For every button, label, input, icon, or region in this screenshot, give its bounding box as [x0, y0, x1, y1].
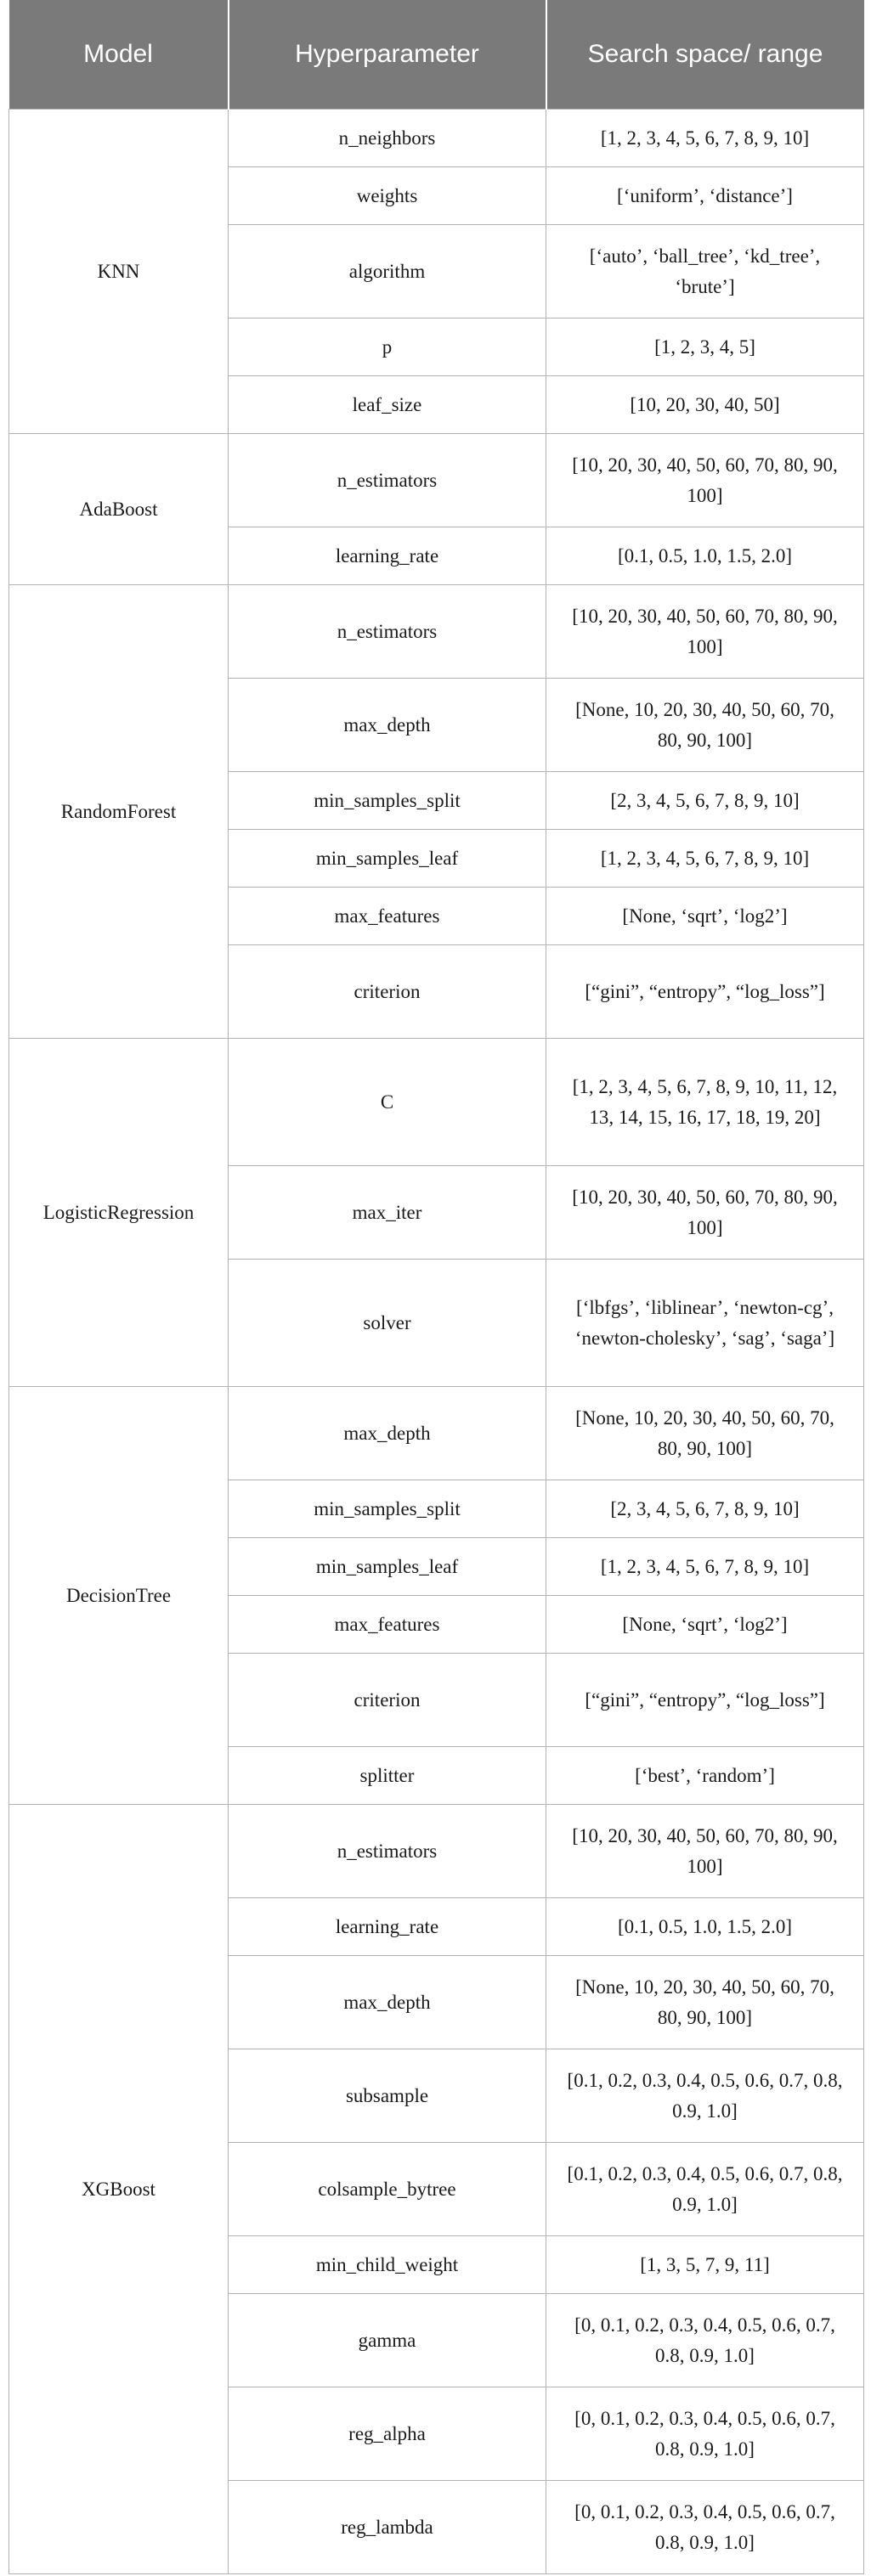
model-cell-logisticregression: LogisticRegression [9, 1039, 229, 1387]
header-hyperparameter: Hyperparameter [229, 0, 546, 110]
range-cell: [10, 20, 30, 40, 50] [546, 376, 864, 434]
param-cell: p [229, 318, 546, 376]
range-cell: [0.1, 0.2, 0.3, 0.4, 0.5, 0.6, 0.7, 0.8, 0.9, 1.0] [546, 2143, 864, 2236]
param-cell: max_features [229, 1596, 546, 1654]
range-cell: [None, ‘sqrt’, ‘log2’] [546, 888, 864, 945]
range-cell: [0, 0.1, 0.2, 0.3, 0.4, 0.5, 0.6, 0.7, 0.8, 0.9, 1.0] [546, 2387, 864, 2481]
param-cell: criterion [229, 945, 546, 1039]
range-cell: [0.1, 0.2, 0.3, 0.4, 0.5, 0.6, 0.7, 0.8, 0.9, 1.0] [546, 2049, 864, 2143]
range-cell: [0.1, 0.5, 1.0, 1.5, 2.0] [546, 527, 864, 585]
param-cell: min_samples_leaf [229, 1538, 546, 1596]
table-row [9, 1805, 864, 1898]
param-cell: n_neighbors [229, 110, 546, 167]
param-cell: min_child_weight [229, 2236, 546, 2294]
model-cell-randomforest: RandomForest [9, 585, 229, 1039]
param-cell: min_samples_split [229, 1480, 546, 1538]
range-cell: [10, 20, 30, 40, 50, 60, 70, 80, 90, 100] [546, 434, 864, 527]
hyperparameter-table [8, 0, 864, 2574]
range-cell: [“gini”, “entropy”, “log_loss”] [546, 945, 864, 1039]
param-cell: criterion [229, 1654, 546, 1747]
model-cell-decisiontree: DecisionTree [9, 1387, 229, 1805]
param-cell: weights [229, 167, 546, 225]
table-row [9, 434, 864, 527]
param-cell: algorithm [229, 225, 546, 318]
range-cell: [1, 3, 5, 7, 9, 11] [546, 2236, 864, 2294]
range-cell: [0.1, 0.5, 1.0, 1.5, 2.0] [546, 1898, 864, 1956]
param-cell: reg_lambda [229, 2481, 546, 2574]
range-cell: [‘auto’, ‘ball_tree’, ‘kd_tree’, ‘brute’] [546, 225, 864, 318]
param-cell: max_depth [229, 679, 546, 772]
range-cell: [None, 10, 20, 30, 40, 50, 60, 70, 80, 90, 100] [546, 679, 864, 772]
range-cell: [0, 0.1, 0.2, 0.3, 0.4, 0.5, 0.6, 0.7, 0.8, 0.9, 1.0] [546, 2481, 864, 2574]
param-cell: splitter [229, 1747, 546, 1805]
header-model: Model [9, 0, 229, 110]
table-header [9, 0, 864, 110]
param-cell: max_iter [229, 1166, 546, 1260]
param-cell: max_depth [229, 1956, 546, 2049]
param-cell: min_samples_leaf [229, 830, 546, 888]
param-cell: gamma [229, 2294, 546, 2387]
model-cell-adaboost: AdaBoost [9, 434, 229, 585]
table-row [9, 1039, 864, 1166]
param-cell: reg_alpha [229, 2387, 546, 2481]
range-cell: [10, 20, 30, 40, 50, 60, 70, 80, 90, 100] [546, 1166, 864, 1260]
range-cell: [‘uniform’, ‘distance’] [546, 167, 864, 225]
model-cell-xgboost: XGBoost [9, 1805, 229, 2574]
model-cell-knn: KNN [9, 110, 229, 434]
param-cell: learning_rate [229, 527, 546, 585]
table-row [9, 110, 864, 167]
table-row [9, 585, 864, 679]
param-cell: n_estimators [229, 585, 546, 679]
range-cell: [None, 10, 20, 30, 40, 50, 60, 70, 80, 90, 100] [546, 1956, 864, 2049]
table-row [9, 1387, 864, 1480]
param-cell: learning_rate [229, 1898, 546, 1956]
range-cell: [‘best’, ‘random’] [546, 1747, 864, 1805]
param-cell: min_samples_split [229, 772, 546, 830]
range-cell: [1, 2, 3, 4, 5, 6, 7, 8, 9, 10] [546, 830, 864, 888]
range-cell: [“gini”, “entropy”, “log_loss”] [546, 1654, 864, 1747]
range-cell: [1, 2, 3, 4, 5, 6, 7, 8, 9, 10] [546, 1538, 864, 1596]
param-cell: colsample_bytree [229, 2143, 546, 2236]
range-cell: [1, 2, 3, 4, 5, 6, 7, 8, 9, 10, 11, 12, 13, 14, 15, 16, 17, 18, 19, 20] [546, 1039, 864, 1166]
param-cell: max_features [229, 888, 546, 945]
param-cell: n_estimators [229, 434, 546, 527]
range-cell: [‘lbfgs’, ‘liblinear’, ‘newton-cg’, ‘newton-cholesky’, ‘sag’, ‘saga’] [546, 1260, 864, 1387]
range-cell: [1, 2, 3, 4, 5, 6, 7, 8, 9, 10] [546, 110, 864, 167]
range-cell: [2, 3, 4, 5, 6, 7, 8, 9, 10] [546, 1480, 864, 1538]
header-search-space: Search space/ range [546, 0, 864, 110]
range-cell: [2, 3, 4, 5, 6, 7, 8, 9, 10] [546, 772, 864, 830]
param-cell: solver [229, 1260, 546, 1387]
range-cell: [None, ‘sqrt’, ‘log2’] [546, 1596, 864, 1654]
param-cell: leaf_size [229, 376, 546, 434]
param-cell: n_estimators [229, 1805, 546, 1898]
range-cell: [10, 20, 30, 40, 50, 60, 70, 80, 90, 100] [546, 585, 864, 679]
hyperparameter-table-container [8, 0, 863, 2574]
param-cell: max_depth [229, 1387, 546, 1480]
table-body [9, 110, 864, 2574]
param-cell: subsample [229, 2049, 546, 2143]
param-cell: C [229, 1039, 546, 1166]
range-cell: [1, 2, 3, 4, 5] [546, 318, 864, 376]
range-cell: [0, 0.1, 0.2, 0.3, 0.4, 0.5, 0.6, 0.7, 0.8, 0.9, 1.0] [546, 2294, 864, 2387]
range-cell: [None, 10, 20, 30, 40, 50, 60, 70, 80, 90, 100] [546, 1387, 864, 1480]
range-cell: [10, 20, 30, 40, 50, 60, 70, 80, 90, 100] [546, 1805, 864, 1898]
